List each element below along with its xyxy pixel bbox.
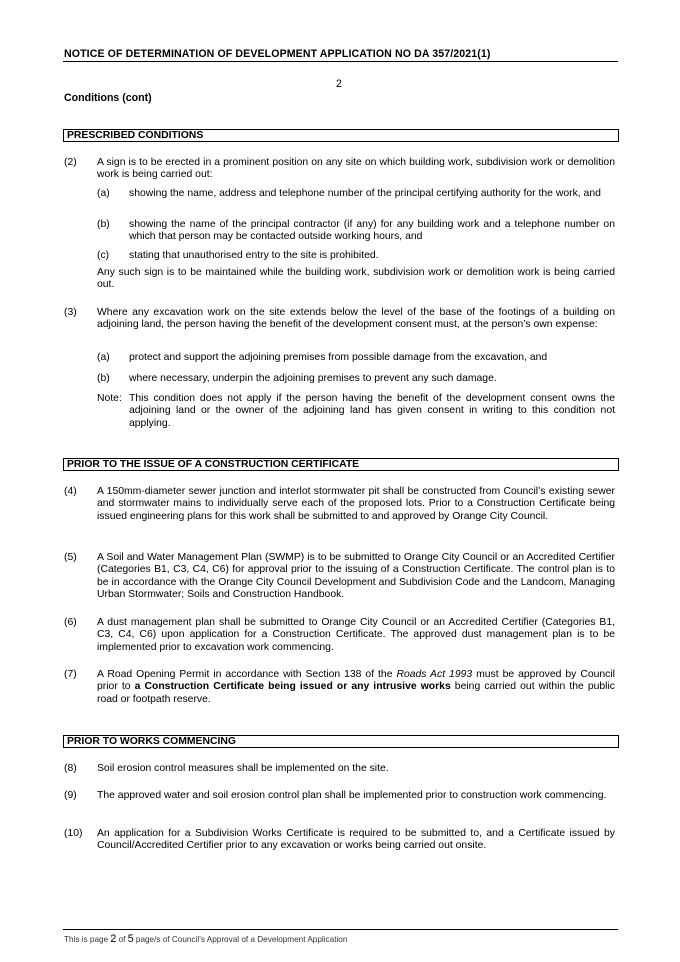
sub-item-text: showing the name, address and telephone number of the principal certifying authority for the work, and — [129, 188, 601, 199]
condition-followup-text: Any such sign is to be maintained while the building work, subdivision work or demolition work is being carried out. — [97, 267, 615, 291]
footer-text: of — [116, 935, 128, 944]
text-run: A Road Opening Permit in accordance with Section 138 of the — [97, 669, 397, 680]
condition-number: (9) — [64, 790, 77, 801]
condition-number: (2) — [64, 157, 77, 168]
footer-page-number: 2 — [110, 933, 117, 945]
condition-number: (4) — [64, 486, 77, 497]
header-rule — [63, 61, 618, 62]
condition-text: Where any excavation work on the site extends below the level of the base of the footings of a building on adjoining land, the person having the benefit of the development consent must, at the person’s own expense: — [97, 307, 615, 331]
condition-text: Soil erosion control measures shall be implemented on the site. — [97, 763, 389, 774]
condition-text: A 150mm-diameter sewer junction and interlot stormwater pit shall be constructed from Council’s existing sewer and stormwater mains to individually serve each of the proposed lots. Prior to a Construction Certificate being issued engineering plans for this work shall be submitted to and approved by Orange City Council. — [97, 486, 615, 522]
sub-item-label: (a) — [97, 352, 110, 363]
condition-number: (8) — [64, 763, 77, 774]
section-heading-prescribed: PRESCRIBED CONDITIONS — [63, 129, 619, 142]
text-run: must be approved by Council prior to — [97, 669, 615, 693]
section-heading-prior-works: PRIOR TO WORKS COMMENCING — [63, 735, 619, 748]
note-label: Note: — [97, 393, 122, 404]
text-run: being carried out within the public road or footpath reserve. — [97, 681, 615, 705]
sub-item-text: showing the name of the principal contractor (if any) for any building work and a telephone number on which that person may be contacted outside working hours, and — [129, 219, 615, 243]
emphasis-text: a Construction Certificate being issued or any intrusive works — [134, 681, 451, 693]
condition-number: (3) — [64, 307, 77, 318]
condition-text — [97, 669, 615, 706]
page-number: 2 — [336, 78, 342, 90]
sub-item-label: (b) — [97, 219, 110, 230]
document-title: NOTICE OF DETERMINATION OF DEVELOPMENT APPLICATION NO DA 357/2021(1) — [64, 48, 491, 60]
footer-page-total: 5 — [127, 933, 134, 945]
conditions-cont-heading: Conditions (cont) — [64, 92, 152, 104]
sub-item-label: (b) — [97, 373, 110, 384]
sub-item-text: stating that unauthorised entry to the site is prohibited. — [129, 250, 379, 261]
footer-text: This is page — [64, 935, 111, 944]
condition-text: A Soil and Water Management Plan (SWMP) is to be submitted to Orange City Council or an Accredited Certifier (Categories B1, C3, C4, C6) for approval prior to the issuing of a Construction Certificate. The control plan is to be in accordance with the Orange City Council Development and Subdivision Code and the Landcom, Managing Urban Stormwater; Soils and Construction Handbook. — [97, 552, 615, 601]
condition-text: An application for a Subdivision Works Certificate is required to be submitted to, and a Certificate issued by Council/Accredited Certifier prior to any excavation or works being carried out onsite. — [97, 828, 615, 852]
act-title: Roads Act 1993 — [396, 669, 473, 680]
condition-number: (7) — [64, 669, 77, 680]
footer-rule — [63, 929, 618, 930]
sub-item-label: (c) — [97, 250, 110, 261]
sub-item-text: where necessary, underpin the adjoining premises to prevent any such damage. — [129, 373, 497, 384]
condition-number: (5) — [64, 552, 77, 563]
section-heading-prior-cc: PRIOR TO THE ISSUE OF A CONSTRUCTION CERTIFICATE — [63, 458, 619, 471]
sub-item-text: protect and support the adjoining premises from possible damage from the excavation, and — [129, 352, 548, 363]
condition-number: (10) — [64, 828, 83, 839]
note-text: This condition does not apply if the person having the benefit of the development consent owns the adjoining land or the owner of the adjoining land has given consent in writing to this condition not applying. — [129, 393, 615, 429]
page-footer — [64, 933, 347, 945]
condition-number: (6) — [64, 617, 77, 628]
sub-item-label: (a) — [97, 188, 110, 199]
condition-text: A dust management plan shall be submitted to Orange City Council or an Accredited Certifier (Categories B1, C3, C4, C6) upon application for a Construction Certificate. The approved dust management plan is to be implemented prior to excavation work commencing. — [97, 617, 615, 653]
condition-text: A sign is to be erected in a prominent position on any site on which building work, subdivision work or demolition work is being carried out: — [97, 157, 615, 181]
condition-text: The approved water and soil erosion control plan shall be implemented prior to construction work commencing. — [97, 790, 607, 801]
footer-text: page/s of Council’s Approval of a Development Application — [133, 935, 348, 944]
